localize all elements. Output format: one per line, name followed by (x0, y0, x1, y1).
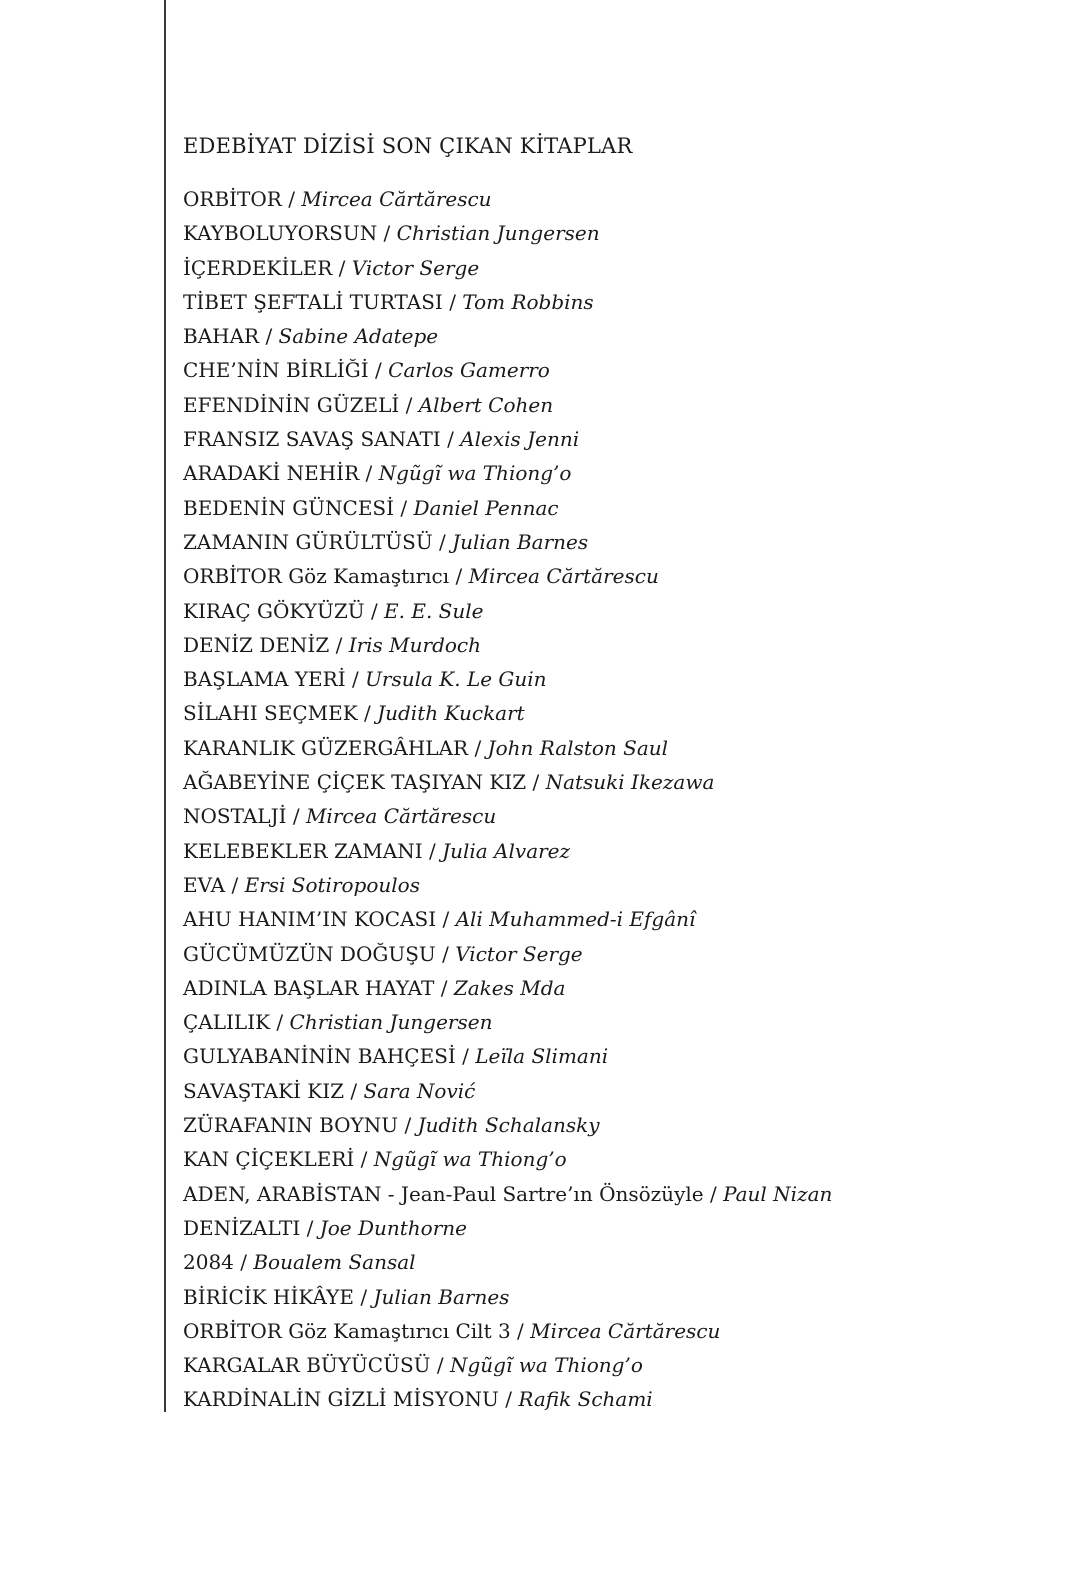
book-title: KARDİNALİN GİZLİ MİSYONU (183, 1387, 499, 1412)
book-author: Leïla Slimani (475, 1044, 609, 1069)
book-item (183, 388, 1043, 422)
book-title: DENİZALTI (183, 1215, 301, 1240)
book-author: Judith Schalansky (417, 1113, 600, 1138)
book-title: ADEN, ARABİSTAN - Jean-Paul Sartre’ın Önsözüyle (183, 1181, 704, 1206)
book-title: TİBET ŞEFTALİ TURTASI (183, 289, 443, 314)
title-author-separator: / (225, 872, 245, 897)
book-author: Mircea Cărtărescu (305, 804, 497, 829)
title-author-separator: / (394, 495, 414, 520)
title-author-separator: / (434, 975, 454, 1000)
page-content (183, 130, 1043, 1417)
book-title: EVA (183, 872, 226, 897)
title-author-separator: / (399, 392, 419, 417)
book-author: Ngũgĩ wa Thiong’o (378, 461, 572, 486)
book-author: Ersi Sotiropoulos (244, 872, 420, 897)
book-item (183, 937, 1043, 971)
title-author-separator: / (468, 735, 488, 760)
book-item (183, 662, 1043, 696)
book-author: Victor Serge (455, 941, 583, 966)
book-author: Julia Alvarez (442, 838, 571, 863)
title-author-separator: / (345, 667, 366, 692)
book-author: Sabine Adatepe (278, 324, 439, 349)
book-title: ORBİTOR Göz Kamaştırıcı Cilt 3 (183, 1318, 511, 1343)
book-title: BEDENİN GÜNCESİ (183, 495, 395, 520)
book-item (183, 1348, 1043, 1382)
book-title: EFENDİNİN GÜZELİ (183, 392, 400, 417)
book-author: E. E. Sule (384, 598, 484, 623)
title-author-separator: / (377, 221, 397, 246)
book-author: Tom Robbins (462, 289, 594, 314)
book-item (183, 834, 1043, 868)
title-author-separator: / (526, 770, 546, 795)
title-author-separator: / (329, 632, 349, 657)
book-item (183, 799, 1043, 833)
book-title: SİLAHI SEÇMEK (183, 701, 358, 726)
title-author-separator: / (353, 1284, 374, 1309)
book-item (183, 971, 1043, 1005)
book-author: Christian Jungersen (289, 1010, 493, 1035)
title-author-separator: / (300, 1215, 320, 1240)
book-title: KELEBEKLER ZAMANI (183, 838, 423, 863)
book-author: Joe Dunthorne (319, 1215, 468, 1240)
title-author-separator: / (344, 1078, 364, 1103)
title-author-separator: / (510, 1318, 531, 1343)
title-author-separator: / (354, 1147, 374, 1172)
book-title: KAYBOLUYORSUN (183, 221, 378, 246)
book-item (183, 1177, 1043, 1211)
book-item (183, 765, 1043, 799)
book-item (183, 491, 1043, 525)
book-author: Ali Muhammed-i Efgânî (455, 907, 696, 932)
book-author: Paul Nizan (723, 1181, 833, 1206)
book-title: 2084 (183, 1250, 234, 1275)
book-title: BAŞLAMA YERİ (183, 667, 346, 692)
book-title: GULYABANİNİN BAHÇESİ (183, 1044, 456, 1069)
book-author: Boualem Sansal (253, 1250, 416, 1275)
list-heading: EDEBİYAT DİZİSİ SON ÇIKAN KİTAPLAR (183, 134, 633, 158)
book-item (183, 1314, 1043, 1348)
book-item (183, 559, 1043, 593)
book-title: GÜCÜMÜZÜN DOĞUŞU (183, 941, 436, 966)
title-author-separator: / (436, 907, 456, 932)
book-title: KAN ÇİÇEKLERİ (183, 1147, 355, 1172)
book-title: ORBİTOR Göz Kamaştırıcı (183, 564, 450, 589)
book-author: Ngũgĩ wa Thiong’o (449, 1353, 643, 1378)
book-item (183, 1382, 1043, 1416)
book-author: Julian Barnes (373, 1284, 510, 1309)
book-item (183, 1005, 1043, 1039)
book-item (183, 696, 1043, 730)
book-title: AHU HANIM’IN KOCASI (183, 907, 437, 932)
title-author-separator: / (430, 1353, 450, 1378)
book-author: Mircea Cărtărescu (468, 564, 659, 589)
book-item (183, 319, 1043, 353)
book-item (183, 1108, 1043, 1142)
book-author: Daniel Pennac (413, 495, 559, 520)
book-author: Mircea Cărtărescu (301, 187, 492, 211)
title-author-separator: / (440, 427, 461, 452)
book-item (183, 1211, 1043, 1245)
title-author-separator: / (422, 838, 443, 863)
book-author: Rafik Schami (518, 1387, 653, 1412)
title-author-separator: / (233, 1250, 254, 1275)
title-author-separator: / (332, 255, 352, 280)
book-item (183, 1039, 1043, 1073)
book-item (183, 1142, 1043, 1176)
book-item (183, 1280, 1043, 1314)
title-author-separator: / (357, 701, 378, 726)
book-item (183, 902, 1043, 936)
book-author: Ursula K. Le Guin (365, 667, 547, 692)
margin-rule (164, 0, 166, 1412)
book-author: Sara Nović (363, 1078, 476, 1103)
book-item (183, 868, 1043, 902)
book-author: Carlos Gamerro (388, 358, 550, 383)
book-item (183, 216, 1043, 250)
book-author: John Ralston Saul (487, 735, 669, 760)
book-title: BAHAR (183, 324, 260, 349)
book-author: Zakes Mda (453, 975, 566, 1000)
title-author-separator: / (703, 1181, 724, 1206)
title-author-separator: / (270, 1010, 290, 1035)
book-title: ARADAKİ NEHİR (183, 461, 360, 486)
title-author-separator: / (259, 324, 279, 349)
book-list (183, 182, 1043, 1417)
book-author: Natsuki Ikezawa (545, 770, 715, 795)
title-author-separator: / (286, 804, 306, 829)
book-author: Judith Kuckart (377, 701, 525, 726)
book-title: CHE’NİN BİRLİĞİ (183, 358, 369, 383)
title-author-separator: / (368, 358, 389, 383)
title-author-separator: / (359, 461, 379, 486)
book-title: SAVAŞTAKİ KIZ (183, 1078, 345, 1103)
book-title: İÇERDEKİLER (183, 255, 333, 280)
book-item (183, 285, 1043, 319)
title-author-separator: / (281, 187, 302, 211)
book-item (183, 251, 1043, 285)
book-title: KARANLIK GÜZERGÂHLAR (183, 735, 469, 760)
book-item (183, 594, 1043, 628)
book-title: ORBİTOR (183, 187, 282, 211)
title-author-separator: / (435, 941, 456, 966)
book-title: KIRAÇ GÖKYÜZÜ (183, 598, 365, 623)
book-item (183, 182, 1043, 216)
book-author: Iris Murdoch (348, 632, 482, 657)
book-author: Victor Serge (351, 255, 480, 280)
book-title: DENİZ DENİZ (183, 632, 330, 657)
book-title: ADINLA BAŞLAR HAYAT (183, 975, 435, 1000)
book-author: Christian Jungersen (396, 221, 600, 246)
book-item (183, 731, 1043, 765)
book-item (183, 628, 1043, 662)
book-item (183, 456, 1043, 490)
book-author: Albert Cohen (418, 392, 554, 417)
book-item (183, 1074, 1043, 1108)
book-item (183, 525, 1043, 559)
title-author-separator: / (432, 529, 453, 554)
book-title: BİRİCİK HİKÂYE (183, 1284, 354, 1309)
book-title: ZAMANIN GÜRÜLTÜSÜ (183, 529, 433, 554)
book-title: AĞABEYİNE ÇİÇEK TAŞIYAN KIZ (183, 770, 527, 795)
title-author-separator: / (364, 598, 385, 623)
book-title: NOSTALJİ (183, 804, 287, 829)
title-author-separator: / (455, 1044, 476, 1069)
book-item (183, 422, 1043, 456)
book-title: ZÜRAFANIN BOYNU (183, 1113, 399, 1138)
book-author: Mircea Cărtărescu (530, 1318, 721, 1343)
book-author: Julian Barnes (452, 529, 589, 554)
book-author: Alexis Jenni (460, 427, 580, 452)
title-author-separator: / (498, 1387, 519, 1412)
book-item (183, 353, 1043, 387)
title-author-separator: / (449, 564, 469, 589)
book-item (183, 1245, 1043, 1279)
book-title: KARGALAR BÜYÜCÜSÜ (183, 1353, 431, 1378)
book-title: FRANSIZ SAVAŞ SANATI (183, 427, 441, 452)
book-title: ÇALILIK (183, 1010, 271, 1035)
title-author-separator: / (398, 1113, 418, 1138)
book-author: Ngũgĩ wa Thiong’o (373, 1147, 567, 1172)
title-author-separator: / (442, 289, 463, 314)
